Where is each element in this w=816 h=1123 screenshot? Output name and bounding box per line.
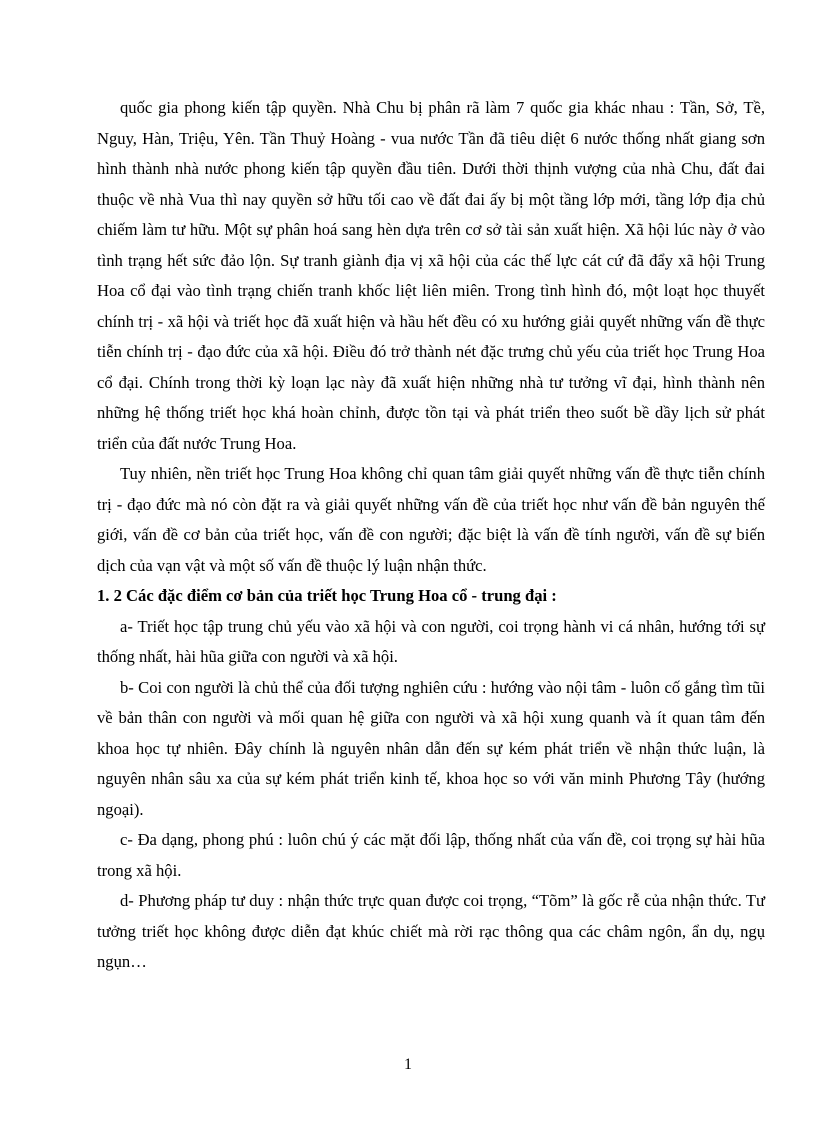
paragraph-feature-a: a- Triết học tập trung chủ yếu vào xã hội và con người, coi trọng hành vi cá nhân, hướng tới sự thống nhất, hài hũa giữa con người và xã hội. [97,616,765,666]
paragraph-historical-context: quốc gia phong kiến tập quyền. Nhà Chu bị phân rã làm 7 quốc gia khác nhau : Tần, Sở, Tề, Nguy, Hàn, Triệu, Yên. Tần Thuỷ Hoàng - vua nước Tần đã tiêu diệt 6 nước thống nhất giang sơn hình thành nhà nước phong kiến tập quyền đầu tiên. Dưới thời thịnh vượng của nhà Chu, đất đai thuộc về nhà Vua thì nay quyền sở hữu tối cao về đất đai ấy bị một tầng lớp mới, tầng lớp địa chủ chiếm làm tư hữu. Một sự phân hoá sang hèn dựa trên cơ sở tài sản xuất hiện. Xã hội lúc này ở vào tình trạng hết sức đảo lộn. Sự tranh giành địa vị xã hội của các thế lực cát cứ đã đẩy xã hội Trung Hoa cổ đại vào tình trạng chiến tranh khốc liệt liên miên. Trong tình hình đó, một loạt học thuyết chính trị - xã hội và triết học đã xuất hiện và hầu hết đều có xu hướng giải quyết những vấn đề thực tiễn chính trị - đạo đức của xã hội. Điều đó trở thành nét đặc trưng chủ yếu của triết học Trung Hoa cổ đại. Chính trong thời kỳ loạn lạc này đã xuất hiện những nhà tư tưởng vĩ đại, hình thành nên những hệ thống triết học khá hoàn chỉnh, được tồn tại và phát triển theo suốt bề dầy lịch sử phát triển của đất nước Trung Hoa. [97,98,765,453]
paragraph-feature-b: b- Coi con người là chủ thể của đối tượng nghiên cứu : hướng vào nội tâm - luôn cố gắng tìm tũi về bản thân con người và mối quan hệ giữa con người và xã hội xung quanh và ít quan tâm đến khoa học tự nhiên. Đây chính là nguyên nhân dẫn đến sự kém phát triển về nhận thức luận, là nguyên nhân sâu xa của sự kém phát triển kinh tế, khoa học so với văn minh Phương Tây (hướng ngoại). [97,677,765,819]
paragraph-philosophy-scope: Tuy nhiên, nền triết học Trung Hoa không chỉ quan tâm giải quyết những vấn đề thực tiễn chính trị - đạo đức mà nó còn đặt ra và giải quyết những vấn đề của triết học như vấn đề bản nguyên thế giới, vấn đề cơ bản của triết học, vấn đề con người; đặc biệt là vấn đề tính người, vấn đề sự biến dịch của vạn vật và một số vấn đề thuộc lý luận nhận thức. [97,464,765,575]
paragraph-feature-c: c- Đa dạng, phong phú : luôn chú ý các mặt đối lập, thống nhất của vấn đề, coi trọng sự hài hũa trong xã hội. [97,830,765,880]
page-number: 1 [404,1056,412,1073]
paragraph-feature-d: d- Phương pháp tư duy : nhận thức trực quan được coi trọng, “Tõm” là gốc rễ của nhận thức. Tư tưởng triết học không được diễn đạt khúc chiết mà rời rạc thông qua các châm ngôn, ẩn dụ, ngụ ngụn… [97,891,765,971]
document-body [97,93,765,978]
section-heading: 1. 2 Các đặc điểm cơ bản của triết học Trung Hoa cổ - trung đại : [97,586,557,605]
